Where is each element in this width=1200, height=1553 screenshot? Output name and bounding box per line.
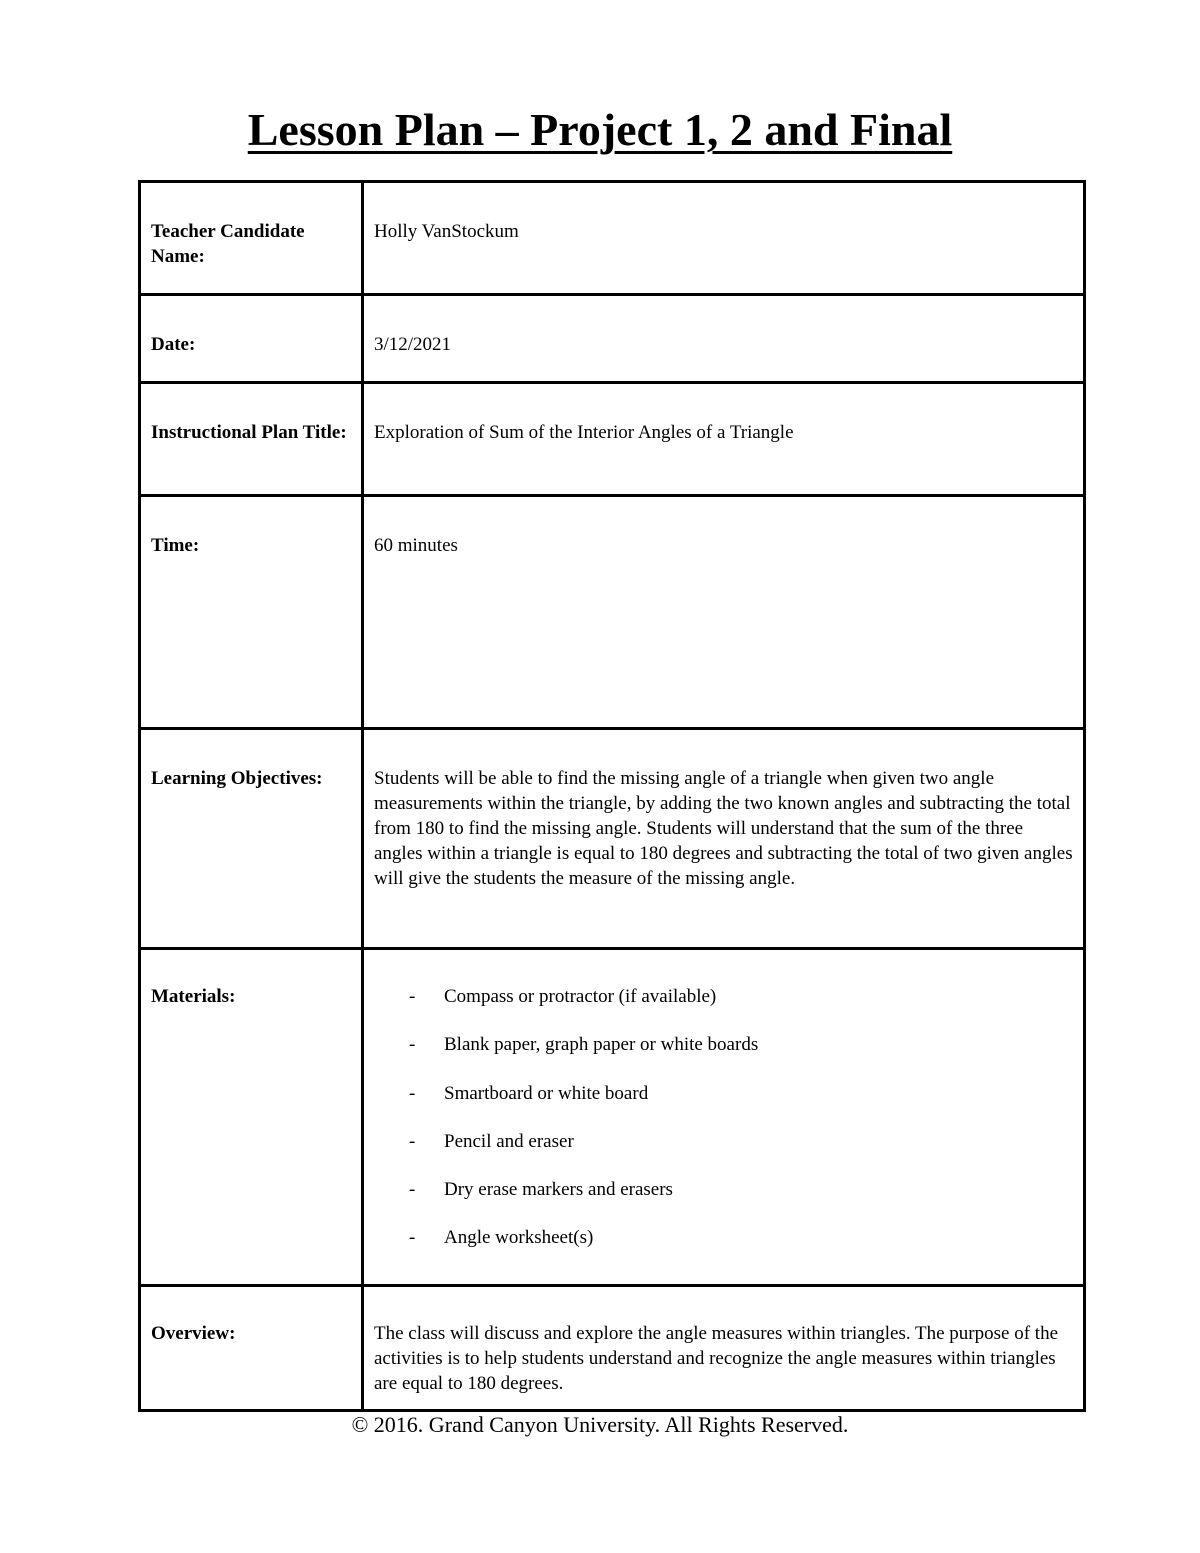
material-item: Compass or protractor (if available) bbox=[444, 986, 717, 1007]
table-row bbox=[140, 383, 1085, 496]
material-item: Pencil and eraser bbox=[444, 1130, 574, 1152]
dash-bullet: - bbox=[409, 1130, 416, 1152]
plan-title-value: Exploration of Sum of the Interior Angles of a Triangle bbox=[363, 383, 1085, 496]
time-value: 60 minutes bbox=[363, 496, 1085, 729]
materials-value bbox=[363, 949, 1085, 1286]
dash-bullet: - bbox=[409, 1082, 416, 1104]
table-row bbox=[140, 1285, 1085, 1410]
list-item bbox=[374, 1129, 1073, 1177]
lesson-plan-table bbox=[138, 180, 1086, 1412]
table-row bbox=[140, 295, 1085, 383]
date-label: Date: bbox=[140, 295, 363, 383]
list-item bbox=[374, 1081, 1073, 1129]
learning-objectives-label: Learning Objectives: bbox=[140, 729, 363, 949]
dash-bullet: - bbox=[409, 1227, 416, 1249]
material-item: Blank paper, graph paper or white boards bbox=[444, 1034, 759, 1056]
table-row bbox=[140, 729, 1085, 949]
plan-title-label: Instructional Plan Title: bbox=[140, 383, 363, 496]
teacher-name-value: Holly VanStockum bbox=[363, 182, 1085, 295]
overview-label: Overview: bbox=[140, 1285, 363, 1410]
table-row bbox=[140, 949, 1085, 1286]
table-row bbox=[140, 182, 1085, 295]
list-item bbox=[374, 984, 1073, 1032]
teacher-name-label: Teacher Candidate Name: bbox=[140, 182, 363, 295]
table-row bbox=[140, 496, 1085, 729]
date-value: 3/12/2021 bbox=[363, 295, 1085, 383]
dash-bullet: - bbox=[409, 986, 416, 1007]
overview-value: The class will discuss and explore the angle measures within triangles. The purpose of the activities is to help students understand and recognize the angle measures within triangles are equal to 180 degrees. bbox=[363, 1285, 1085, 1410]
material-item: Smartboard or white board bbox=[444, 1082, 649, 1104]
time-label: Time: bbox=[140, 496, 363, 729]
list-item bbox=[374, 1225, 1073, 1273]
list-item bbox=[374, 1032, 1073, 1080]
page-title: Lesson Plan – Project 1, 2 and Final bbox=[247, 104, 953, 155]
copyright-footer: © 2016. Grand Canyon University. All Rights Reserved. bbox=[351, 1412, 849, 1437]
list-item bbox=[374, 1177, 1073, 1225]
materials-label: Materials: bbox=[140, 949, 363, 1286]
materials-list bbox=[374, 984, 1073, 1274]
dash-bullet: - bbox=[409, 1034, 416, 1056]
learning-objectives-value: Students will be able to find the missing angle of a triangle when given two angle measurements within the triangle, by adding the two known angles and subtracting the total from 180 to find the missing angle. Students will understand that the sum of the three angles within a triangle is equal to 180 degrees and subtracting the total of two given angles will give the students the measure of the missing angle. bbox=[363, 729, 1085, 949]
dash-bullet: - bbox=[409, 1179, 416, 1201]
material-item: Dry erase markers and erasers bbox=[444, 1179, 673, 1201]
material-item: Angle worksheet(s) bbox=[444, 1227, 594, 1249]
